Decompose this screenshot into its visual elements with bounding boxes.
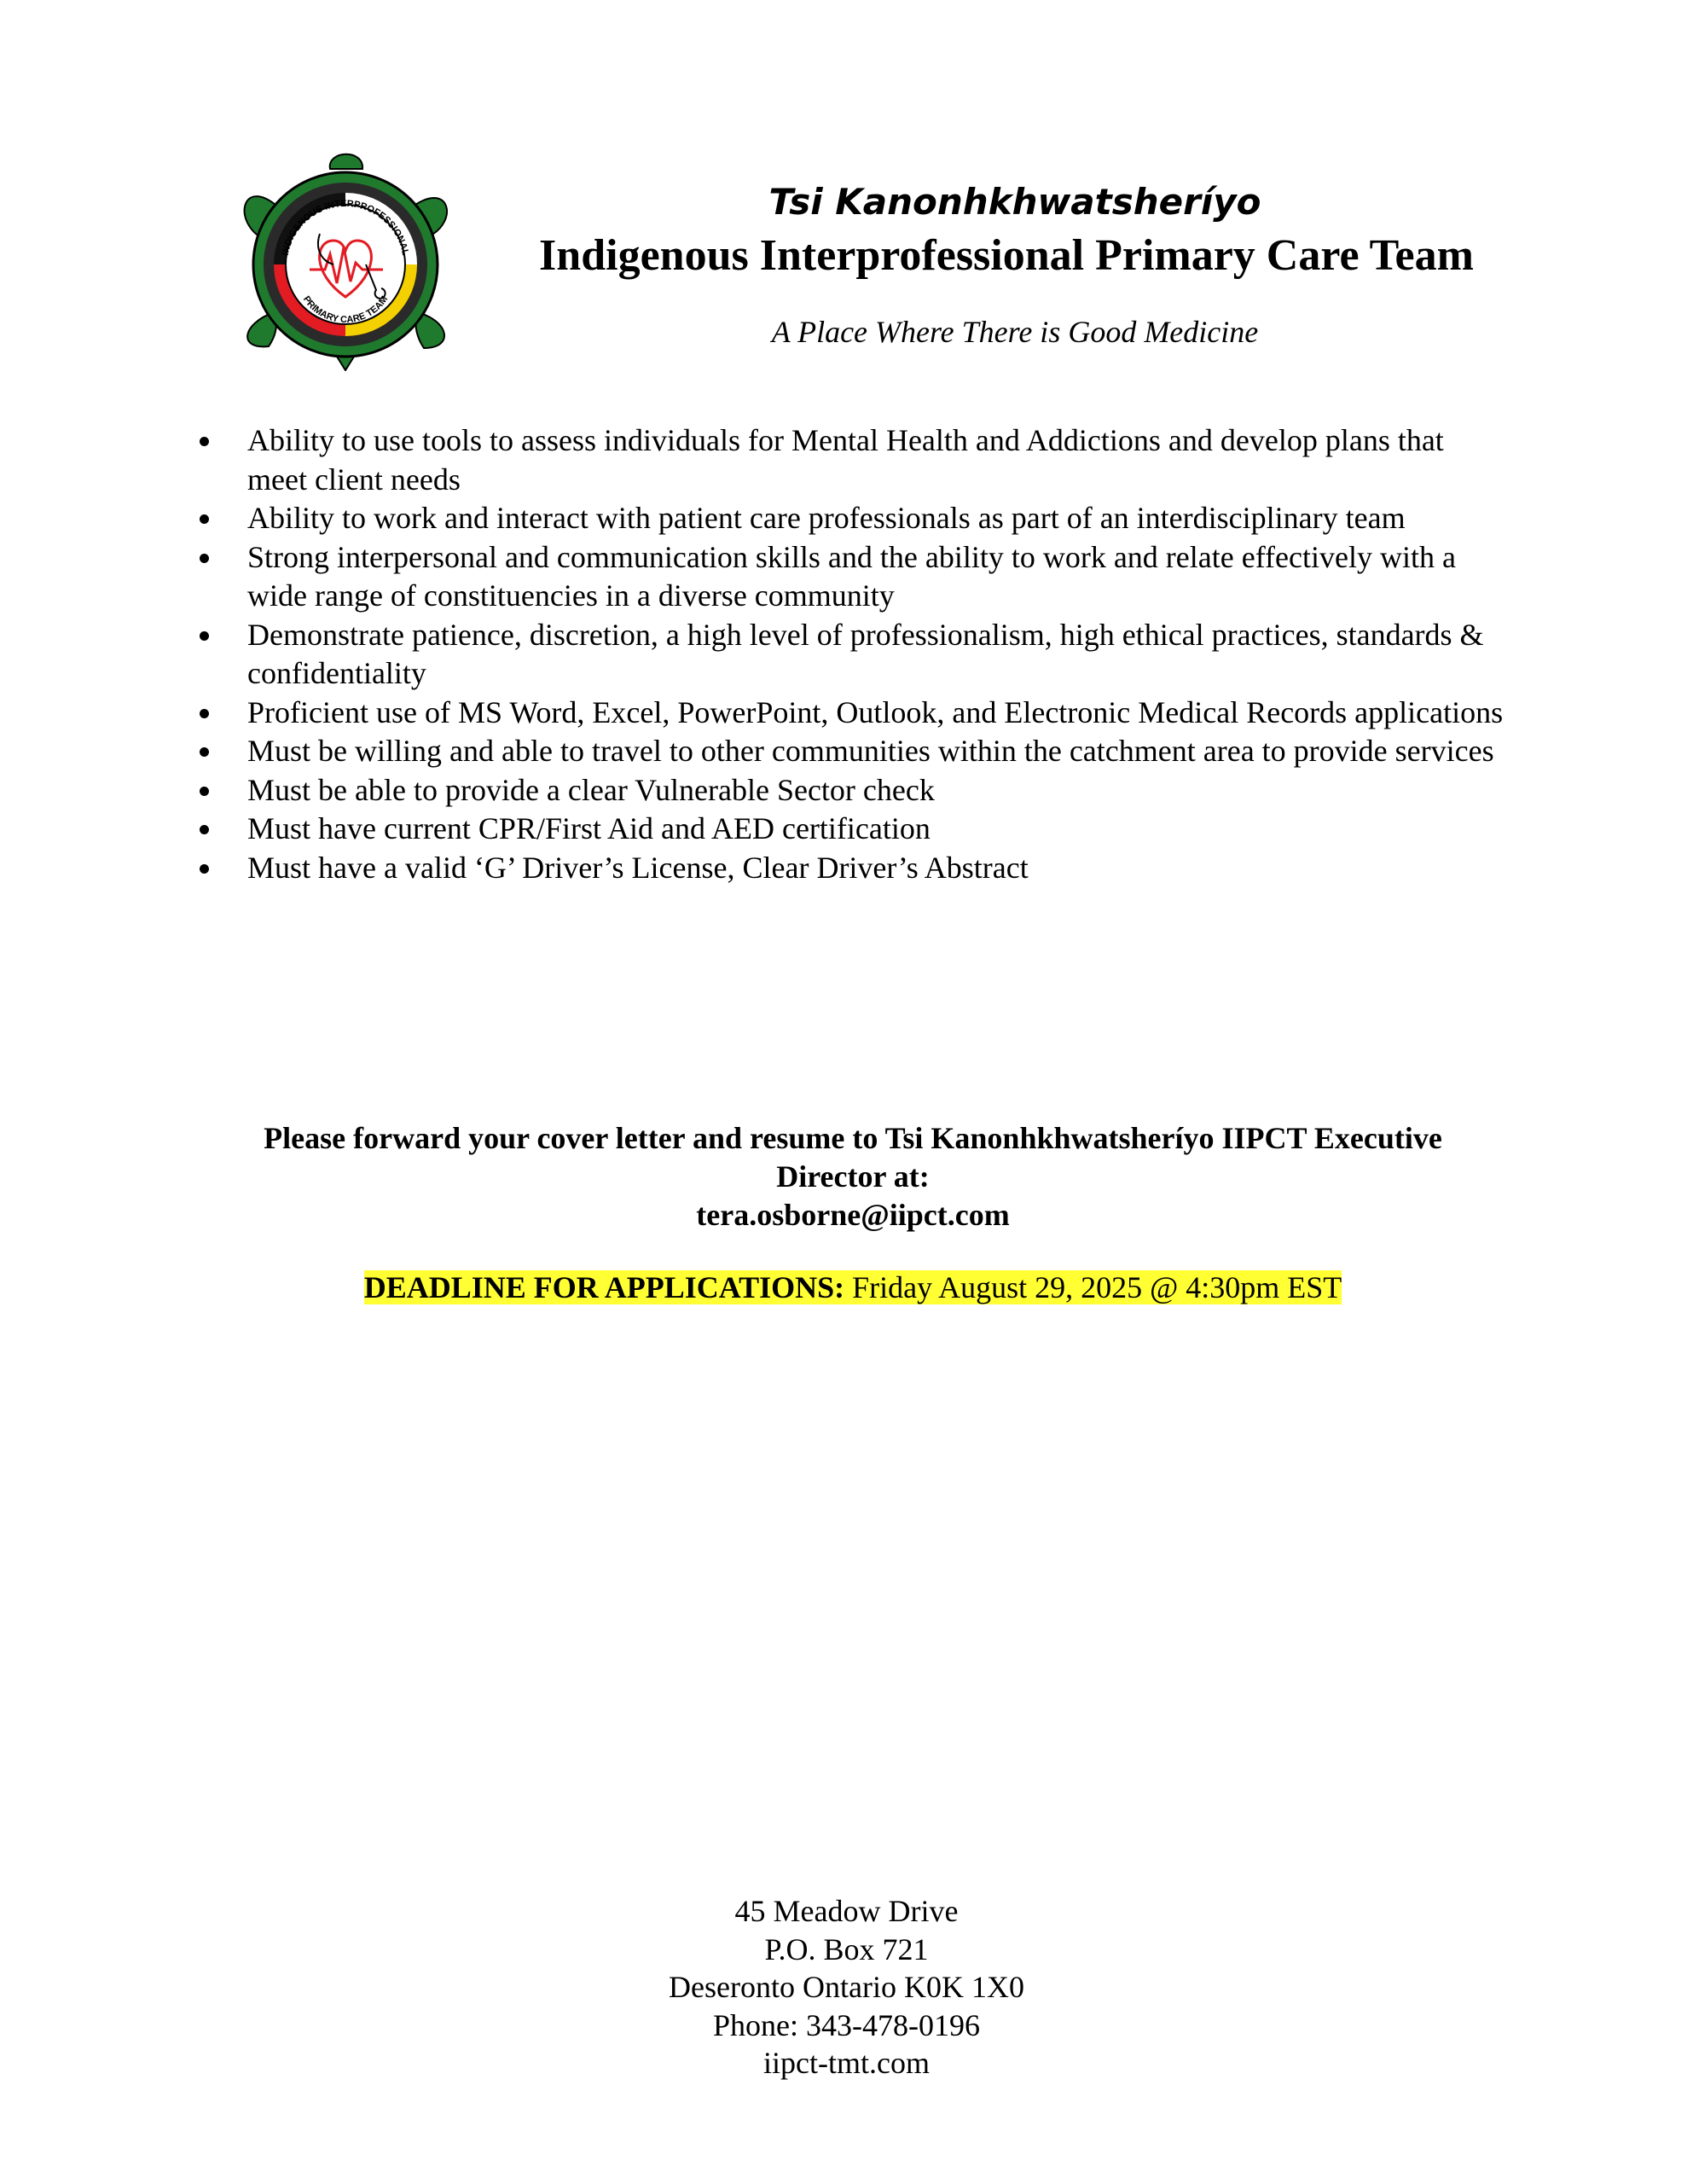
application-instructions <box>171 1119 1535 1234</box>
deadline-value: Friday August 29, 2025 @ 4:30pm EST <box>852 1270 1342 1304</box>
bullet-icon <box>200 514 209 524</box>
contact-email[interactable]: tera.osborne@iipct.com <box>696 1198 1010 1232</box>
list-item: Ability to work and interact with patient care professionals as part of an interdisciplinary team <box>196 499 1510 538</box>
address-po-box: P.O. Box 721 <box>764 1931 929 1966</box>
bullet-icon <box>200 864 209 874</box>
bullet-icon <box>200 787 209 796</box>
address-phone: Phone: 343-478-0196 <box>713 2007 980 2042</box>
footer-address <box>341 1892 1352 2082</box>
organization-title: Indigenous Interprofessional Primary Care Team <box>539 231 1474 280</box>
bullet-icon <box>200 825 209 834</box>
deadline-label: DEADLINE FOR APPLICATIONS: <box>363 1270 845 1304</box>
list-item: Must have current CPR/First Aid and AED certification <box>196 810 1510 849</box>
deadline-highlight <box>364 1270 1342 1304</box>
bullet-icon <box>200 747 209 757</box>
list-item: Must be willing and able to travel to other communities within the catchment area to provide services <box>196 732 1510 771</box>
bullet-icon <box>200 437 209 446</box>
address-city: Deseronto Ontario K0K 1X0 <box>669 1970 1024 2004</box>
organization-logo <box>226 145 465 371</box>
list-item: Strong interpersonal and communication skills and the ability to work and relate effectively with a wide range of constituencies in a diverse community <box>196 538 1510 616</box>
address-street: 45 Meadow Drive <box>734 1894 959 1928</box>
list-item: Proficient use of MS Word, Excel, PowerPoint, Outlook, and Electronic Medical Records applications <box>196 694 1510 733</box>
qualifications-list <box>196 421 1510 887</box>
bullet-icon <box>200 709 209 718</box>
list-item: Must have a valid ‘G’ Driver’s License, Clear Driver’s Abstract <box>196 849 1510 888</box>
address-website[interactable]: iipct-tmt.com <box>763 2046 930 2080</box>
application-deadline <box>171 1269 1535 1307</box>
svg-text:PRIMARY CARE TEAM: PRIMARY CARE TEAM <box>300 293 391 326</box>
svg-text:INDIGENOUS INTERPROFESSIONAL: INDIGENOUS INTERPROFESSIONAL <box>280 198 411 257</box>
organization-subtitle: Tsi Kanonhkhwatsheríyo <box>768 181 1261 223</box>
list-item: Demonstrate patience, discretion, a high level of professionalism, high ethical practices, standards & confidentiality <box>196 616 1510 694</box>
instruction-line: Director at: <box>776 1159 930 1194</box>
instruction-line: Please forward your cover letter and resume to Tsi Kanonhkhwatsheríyo IIPCT Executive <box>264 1121 1442 1155</box>
organization-tagline: A Place Where There is Good Medicine <box>771 315 1259 349</box>
list-item: Must be able to provide a clear Vulnerable Sector check <box>196 771 1510 810</box>
bullet-icon <box>200 631 209 641</box>
bullet-icon <box>200 554 209 563</box>
list-item: Ability to use tools to assess individuals for Mental Health and Addictions and develop plans that meet client needs <box>196 421 1510 499</box>
